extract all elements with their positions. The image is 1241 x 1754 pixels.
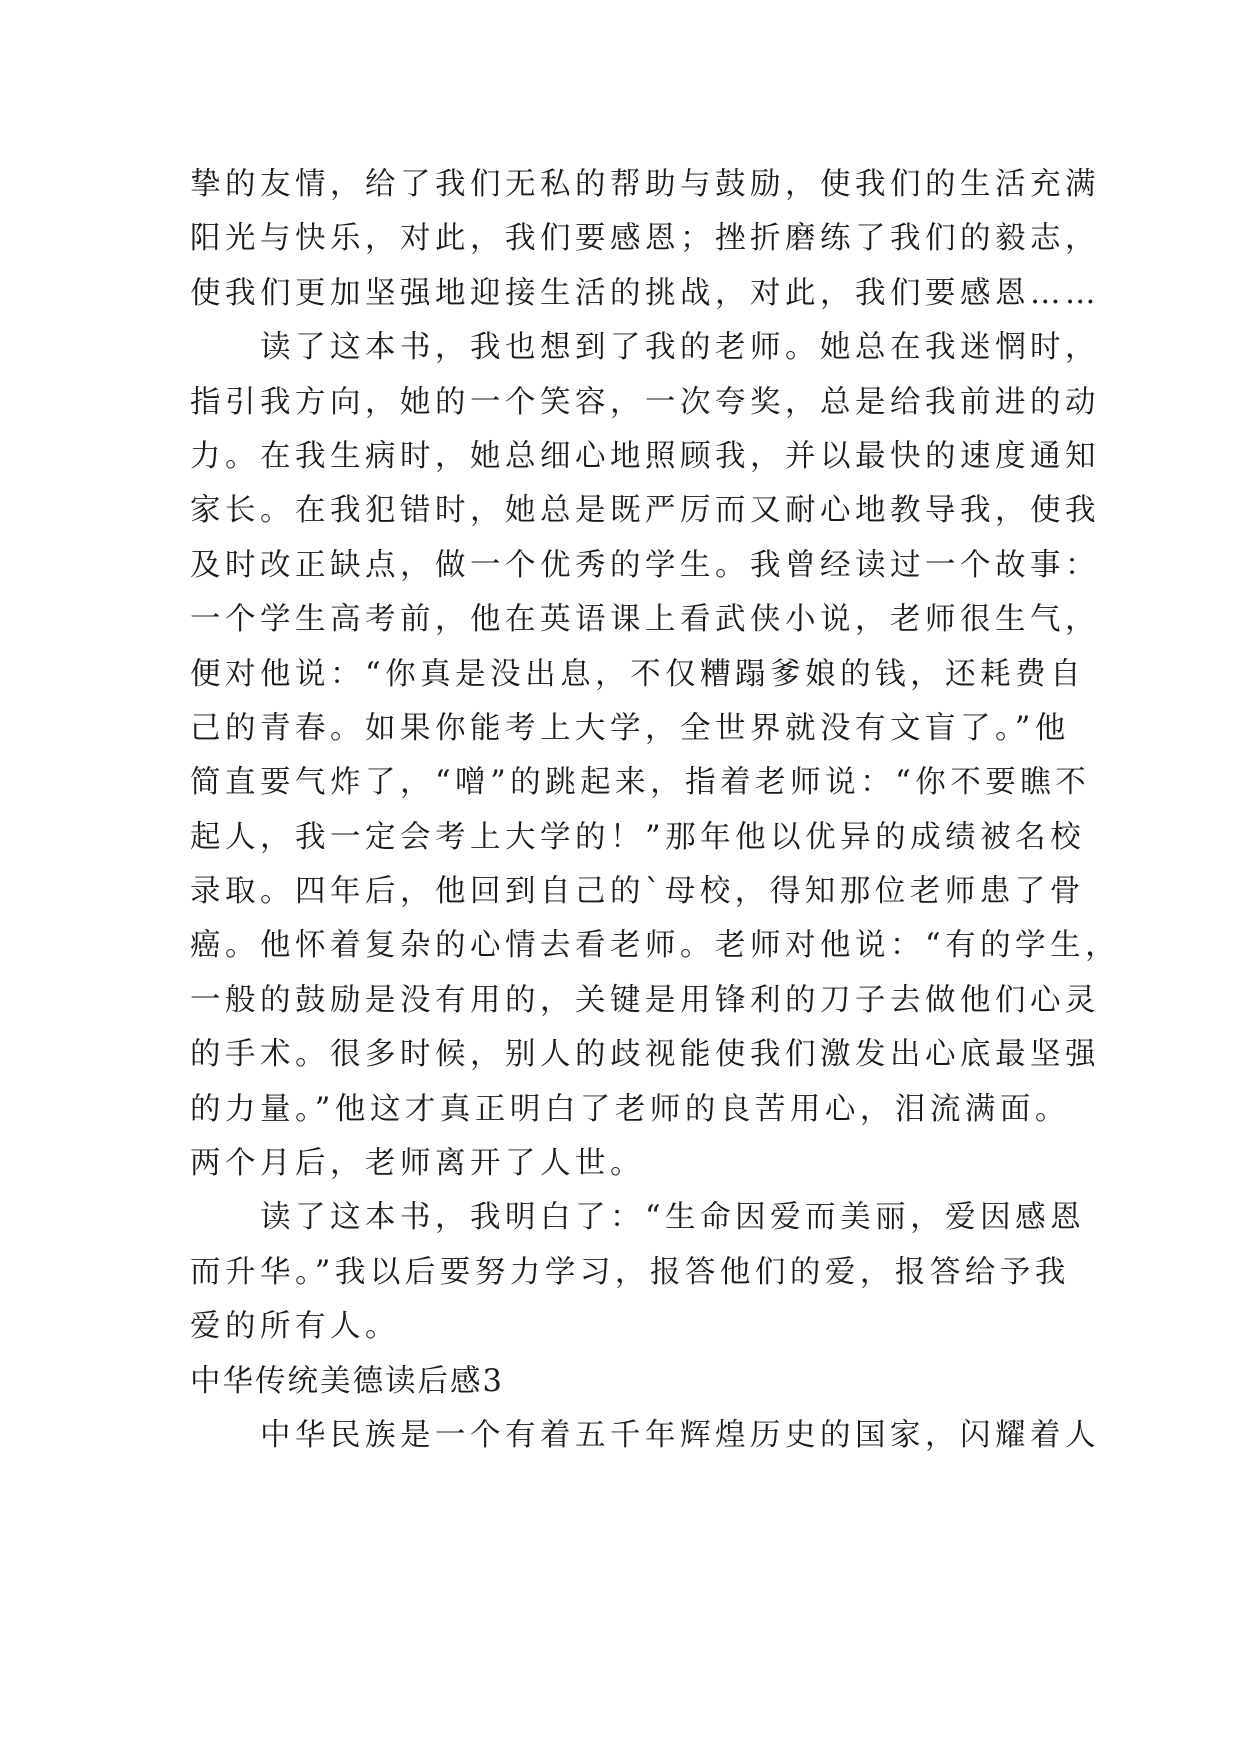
text-line: 而升华。”我以后要努力学习，报答他们的爱，报答给予我	[190, 1254, 1070, 1290]
text-line: 挚的友情，给了我们无私的帮助与鼓励，使我们的生活充满	[190, 167, 1100, 202]
text-line: 及时改正缺点，做一个优秀的学生。我曾经读过一个故事：	[190, 547, 1100, 583]
text-line: 指引我方向，她的一个笑容，一次夸奖，总是给我前进的动	[190, 384, 1100, 420]
text-line: 两个月后，老师离开了人世。	[190, 1146, 645, 1182]
text-line: 力。在我生病时，她总细心地照顾我，并以最快的速度通知	[190, 438, 1100, 474]
document-body	[190, 158, 1121, 1463]
text-line: 一个学生高考前，他在英语课上看武侠小说，老师很生气，	[190, 602, 1100, 638]
text-line: 的手术。很多时候，别人的歧视能使我们激发出心底最坚强	[190, 1037, 1100, 1073]
text-line: 起人，我一定会考上大学的！”那年他以优异的成绩被名校	[190, 819, 1086, 855]
section-heading: 中华传统美德读后感3	[190, 1363, 504, 1399]
paragraph-first-line: 读了这本书，我明白了：“生命因爱而美丽，爱因感恩	[260, 1200, 1086, 1236]
text-line: 癌。他怀着复杂的心情去看老师。老师对他说：“有的学生，	[190, 928, 1121, 964]
text-line: 便对他说：“你真是没出息，不仅糟蹋爹娘的钱，还耗费自	[190, 656, 1086, 692]
paragraph-first-line: 中华民族是一个有着五千年辉煌历史的国家，闪耀着人	[260, 1417, 1100, 1453]
text-line: 家长。在我犯错时，她总是既严厉而又耐心地教导我，使我	[190, 493, 1100, 529]
text-line: 己的青春。如果你能考上大学，全世界就没有文盲了。”他	[190, 710, 1070, 746]
paragraph-first-line: 读了这本书，我也想到了我的老师。她总在我迷惘时，	[260, 330, 1100, 366]
text-line: 一般的鼓励是没有用的，关键是用锋利的刀子去做他们心灵	[190, 982, 1100, 1018]
text-line: 简直要气炸了，“噌”的跳起来，指着老师说：“你不要瞧不	[190, 765, 1091, 801]
text-line: 爱的所有人。	[190, 1309, 400, 1345]
text-line: 阳光与快乐，对此，我们要感恩；挫折磨练了我们的毅志，	[190, 221, 1100, 257]
text-line: 的力量。”他这才真正明白了老师的良苦用心，泪流满面。	[190, 1091, 1070, 1127]
text-line: 使我们更加坚强地迎接生活的挑战，对此，我们要感恩……	[190, 275, 1100, 311]
text-line: 录取。四年后，他回到自己的`母校，得知那位老师患了骨	[190, 874, 1085, 910]
